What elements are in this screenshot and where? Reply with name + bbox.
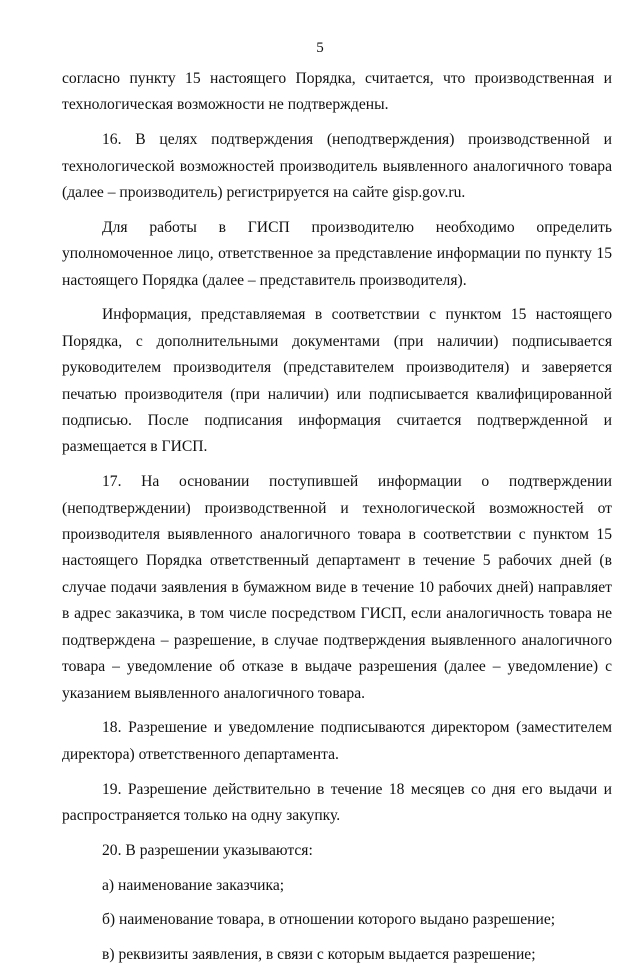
document-body	[62, 66, 612, 969]
paragraph-16-representative: Для работы в ГИСП производителю необходимо определить уполномоченное лицо, ответственное за представление информации по пункту 15 настоящего Порядка (далее – представитель производителя).	[62, 218, 612, 289]
list-item-a: а) наименование заказчика;	[102, 876, 285, 894]
paragraph-17: 17. На основании поступившей информации о подтверждении (неподтверждении) производственной и технологической возможностей от производителя выявленного аналогичного товара в соответствии с пунктом 15 настоящего Порядка ответственный департамент в течение 5 рабочих дней (в случае подачи заявления в бумажном виде в течение 10 рабочих дней) направляет в адрес заказчика, в том числе посредством ГИСП, если аналогичность товара не подтверждена – разрешение, в случае подтверждения выявленного аналогичного товара – уведомление об отказе в выдаче разрешения (далее – уведомление) с указанием выявленного аналогичного товара.	[62, 473, 612, 702]
paragraph-20: 20. В разрешении указываются:	[102, 841, 313, 859]
list-item-v: в) реквизиты заявления, в связи с которым выдается разрешение;	[102, 946, 536, 964]
paragraph-18: 18. Разрешение и уведомление подписываются директором (заместителем директора) ответственного департамента.	[62, 719, 612, 763]
paragraph-16: 16. В целях подтверждения (неподтверждения) производственной и технологической возможностей производитель выявленного аналогичного товара (далее – производитель) регистрируется на сайте gisp.gov.ru.	[62, 131, 612, 202]
list-item-b: б) наименование товара, в отношении которого выдано разрешение;	[102, 911, 556, 929]
paragraph-continuation: согласно пункту 15 настоящего Порядка, считается, что производственная и технологическая возможности не подтверждены.	[62, 70, 612, 114]
paragraph-16-information: Информация, представляемая в соответствии с пунктом 15 настоящего Порядка, с дополнительными документами (при наличии) подписывается руководителем производителя (представителем производителя) и заверяется печатью производителя (при наличии) или подписывается квалифицированной подписью. После подписания информация считается подтвержденной и размещается в ГИСП.	[62, 306, 612, 456]
paragraph-19: 19. Разрешение действительно в течение 18 месяцев со дня его выдачи и распространяется только на одну закупку.	[62, 780, 612, 824]
page-number: 5	[316, 40, 324, 56]
